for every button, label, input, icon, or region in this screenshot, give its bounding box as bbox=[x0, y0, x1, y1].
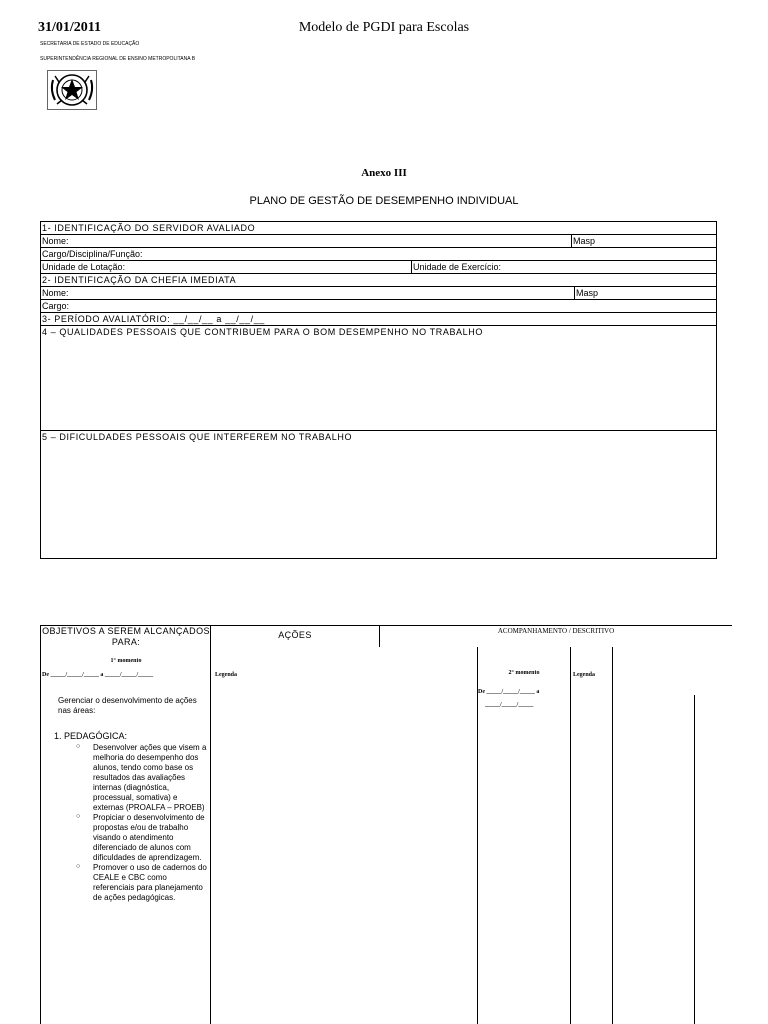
annex-label: Anexo III bbox=[361, 167, 407, 179]
servidor-name-row bbox=[41, 235, 716, 248]
sub-item-3: Promover o uso de cadernos do CEALE e CBC como referenciais para planejamento de ações pedagógicas. bbox=[93, 863, 207, 902]
sub-item-list bbox=[73, 743, 207, 903]
section-4-qualities: 4 – QUALIDADES PESSOAIS QUE CONTRIBUEM PARA O BOM DESEMPENHO NO TRABALHO bbox=[41, 326, 716, 431]
cargo-disciplina-row: Cargo/Disciplina/Função: bbox=[41, 248, 716, 261]
cargo-row: Cargo: bbox=[41, 300, 716, 313]
section-5-difficulties: 5 – DIFICULDADES PESSOAIS QUE INTERFEREM NO TRABALHO bbox=[42, 432, 353, 442]
section-3-period: 3- PERÍODO AVALIATÓRIO: __/__/__ a __/__/__ bbox=[41, 313, 716, 326]
objetivos-header: OBJETIVOS A SEREM ALCANÇADOS PARA: bbox=[42, 626, 210, 647]
superintendencia-label: SUPERINTENDÊNCIA REGIONAL DE ENSINO METROPOLITANA B bbox=[40, 56, 196, 62]
bullet-icon: ○ bbox=[76, 743, 81, 750]
chefia-name-row bbox=[41, 287, 716, 300]
nome-label: Nome: bbox=[42, 236, 69, 246]
legenda-2-label: Legenda bbox=[573, 672, 596, 678]
moment-2-label: 2° momento bbox=[508, 670, 540, 676]
nome2-label: Nome: bbox=[42, 288, 69, 298]
masp-label: Masp bbox=[573, 236, 596, 246]
moment-1-dates: De _____/_____/_____ a _____/_____/_____ bbox=[42, 672, 154, 678]
sub-item-2: Propiciar o desenvolvimento de propostas e/ou de trabalho visando o atendimento diferenciado de alunos com dificuldades de aprendizagem. bbox=[93, 813, 205, 862]
document-title: Modelo de PGDI para Escolas bbox=[298, 20, 470, 35]
secretaria-label: SECRETARIA DE ESTADO DE EDUCAÇÃO bbox=[40, 41, 140, 47]
acoes-header: AÇÕES bbox=[278, 630, 312, 640]
masp2-label: Masp bbox=[576, 288, 599, 298]
moment-1-label: 1° momento bbox=[110, 658, 142, 664]
moment-2-dates-end: _____/_____/_____ bbox=[485, 702, 534, 708]
legenda-1-label: Legenda bbox=[215, 672, 238, 678]
section-2-header: 2- IDENTIFICAÇÃO DA CHEFIA IMEDIATA bbox=[41, 274, 716, 287]
unidade-exercicio-label: Unidade de Exercício: bbox=[413, 262, 502, 272]
coat-of-arms-seal bbox=[47, 70, 97, 110]
bullet-icon: ○ bbox=[76, 813, 81, 820]
acompanhamento-header: ACOMPANHAMENTO / DESCRITIVO bbox=[497, 627, 615, 635]
plan-title: PLANO DE GESTÃO DE DESEMPENHO INDIVIDUAL bbox=[249, 195, 519, 207]
item-pedagogica: 1. PEDAGÓGICA: bbox=[54, 731, 128, 741]
moment-2-dates-start: De _____/_____/_____ a bbox=[478, 689, 540, 695]
bullet-icon: ○ bbox=[76, 863, 81, 870]
sub-item-1: Desenvolver ações que visem a melhoria do desempenho dos alunos, tendo como base os resultados das avaliações internas (diagnóstica, processual, somativa) e externas (PROALFA – PROEB) bbox=[93, 743, 207, 812]
unidade-row bbox=[41, 261, 716, 274]
objectives-table bbox=[40, 625, 732, 1024]
document-date: 31/01/2011 bbox=[38, 20, 102, 35]
section-1-header: 1- IDENTIFICAÇÃO DO SERVIDOR AVALIADO bbox=[41, 222, 716, 235]
intro-text: Gerenciar o desenvolvimento de ações nas áreas: bbox=[58, 696, 197, 715]
unidade-lotacao-label: Unidade de Lotação: bbox=[42, 262, 126, 272]
identification-form bbox=[40, 221, 717, 559]
